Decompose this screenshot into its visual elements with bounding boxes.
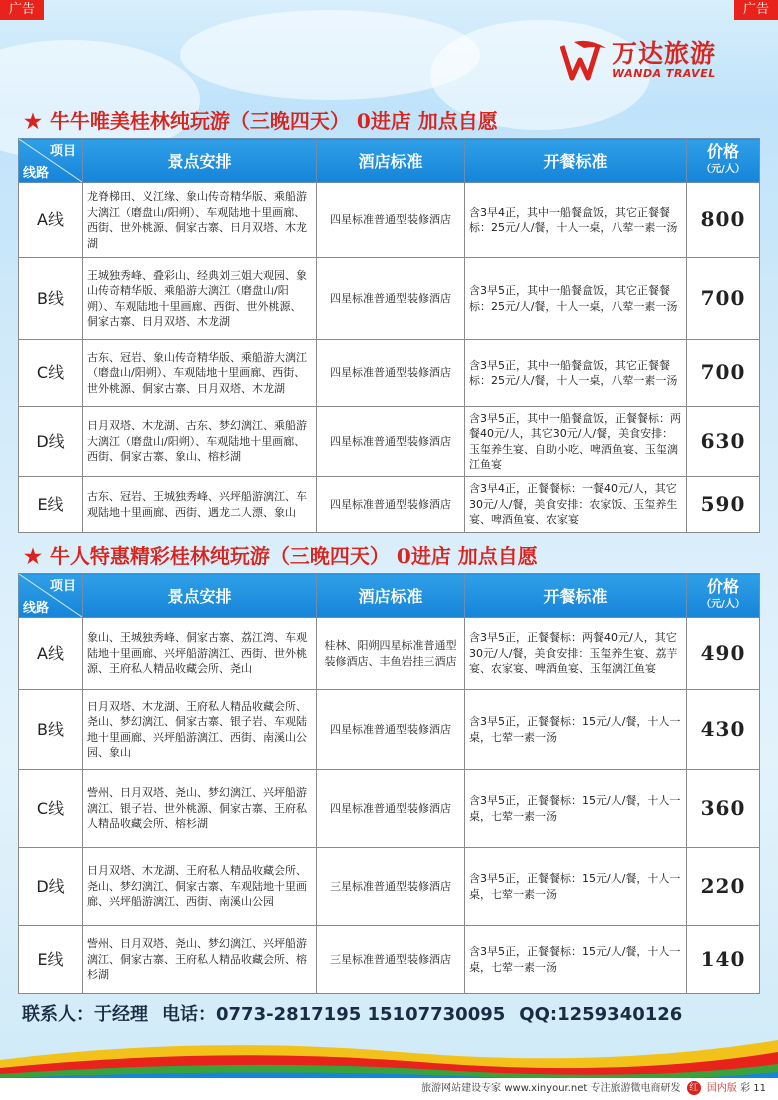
price-cell: 140 (687, 926, 760, 994)
sights-cell: 龙脊梯田、义江缘、象山传奇精华版、乘船游大漓江（磨盘山/阳朔）、车观陆地十里画廊、西街、世外桃源、侗家古寨、日月双塔、木龙湖 (83, 183, 317, 258)
sights-cell: 古东、冠岩、象山传奇精华版、乘船游大漓江（磨盘山/阳朔）、车观陆地十里画廊、西街、世外桃源、侗家古寨、日月双塔、木龙湖 (83, 340, 317, 407)
hotel-cell: 四星标准普通型装修酒店 (317, 340, 465, 407)
hotel-cell: 四星标准普通型装修酒店 (317, 477, 465, 533)
ad-label-left: 广告 (0, 0, 44, 20)
sights-cell: 古东、冠岩、王城独秀峰、兴坪船游漓江、车观陆地十里画廊、西街、遇龙二人漂、象山 (83, 477, 317, 533)
decorative-waves (0, 1030, 778, 1080)
wanda-travel-logo (560, 34, 760, 94)
hotel-cell: 三星标准普通型装修酒店 (317, 848, 465, 926)
logo-chinese-name: 万达旅游 (612, 39, 717, 68)
table-row (19, 340, 760, 407)
section2-price-table (18, 573, 760, 994)
price-header: 价格 （元/人） (687, 574, 760, 618)
hotel-cell: 四星标准普通型装修酒店 (317, 770, 465, 848)
hotel-cell: 四星标准普通型装修酒店 (317, 407, 465, 477)
contact-person: 联系人：于经理 (22, 1004, 148, 1025)
route-cell: C线 (19, 770, 83, 848)
price-cell: 490 (687, 618, 760, 690)
table-row (19, 477, 760, 533)
hotel-cell: 三星标准普通型装修酒店 (317, 926, 465, 994)
star-icon: ★ (24, 109, 42, 133)
meals-cell: 含3早5正，正餐餐标：两餐40元/人，其它30元/人/餐，美食安排：玉玺养生宴、荔芋宴、农家宴、啤酒鱼宴、玉玺漓江鱼宴 (465, 618, 687, 690)
meals-header: 开餐标准 (465, 139, 687, 183)
table-row (19, 770, 760, 848)
meals-cell: 含3早5正，正餐餐标：15元/人/餐，十人一桌，七荤一素一汤 (465, 770, 687, 848)
contact-qq: QQ:1259340126 (519, 1004, 683, 1025)
price-cell: 360 (687, 770, 760, 848)
meals-header: 开餐标准 (465, 574, 687, 618)
section1-price-table (18, 138, 760, 533)
price-cell: 430 (687, 690, 760, 770)
hotel-header: 酒店标准 (317, 574, 465, 618)
sights-cell: 日月双塔、木龙湖、古东、梦幻漓江、乘船游大漓江（磨盘山/阳朔）、车观陆地十里画廊、西街、侗家古寨、象山、榕杉湖 (83, 407, 317, 477)
price-cell: 220 (687, 848, 760, 926)
route-cell: E线 (19, 477, 83, 533)
route-cell: C线 (19, 340, 83, 407)
route-cell: A线 (19, 618, 83, 690)
table-row (19, 183, 760, 258)
table-row (19, 848, 760, 926)
sights-cell: 訾州、日月双塔、尧山、梦幻漓江、兴坪船游漓江、侗家古寨、王府私人精品收藏会所、榕杉湖 (83, 926, 317, 994)
price-cell: 800 (687, 183, 760, 258)
price-cell: 590 (687, 477, 760, 533)
route-cell: B线 (19, 258, 83, 340)
meals-cell: 含3早5正，其中一船餐盒饭，正餐餐标：两餐40元/人，其它30元/人/餐，美食安排：玉玺养生宴、自助小吃、啤酒鱼宴、玉玺漓江鱼宴 (465, 407, 687, 477)
meals-cell: 含3早4正，其中一船餐盒饭，其它正餐餐标：25元/人/餐，十人一桌，八荤一素一汤 (465, 183, 687, 258)
sights-cell: 訾州、日月双塔、尧山、梦幻漓江、兴坪船游漓江、银子岩、世外桃源、侗家古寨、王府私人精品收藏会所、榕杉湖 (83, 770, 317, 848)
sights-cell: 日月双塔、木龙湖、王府私人精品收藏会所、尧山、梦幻漓江、侗家古寨、车观陆地十里画廊、兴坪船游漓江、西街、南溪山公园 (83, 848, 317, 926)
price-cell: 700 (687, 340, 760, 407)
price-cell: 700 (687, 258, 760, 340)
route-cell: D线 (19, 848, 83, 926)
table-row (19, 407, 760, 477)
corner-header: 项目 线路 (19, 139, 83, 183)
edition-badge: 红 (687, 1081, 701, 1095)
route-cell: E线 (19, 926, 83, 994)
hotel-cell: 四星标准普通型装修酒店 (317, 690, 465, 770)
section1-title: ★ 牛牛唯美桂林纯玩游（三晚四天） 0进店 加点自愿 (24, 109, 498, 133)
table-row (19, 926, 760, 994)
page-number: 彩 11 (740, 1083, 766, 1094)
route-cell: B线 (19, 690, 83, 770)
edition-label: 国内版 (706, 1083, 737, 1094)
footer-text: 旅游网站建设专家 www.xinyour.net 专注旅游微电商研发 (421, 1083, 681, 1094)
table-row (19, 618, 760, 690)
logo-english-name: WANDA TRAVEL (612, 67, 716, 80)
sights-header: 景点安排 (83, 574, 317, 618)
meals-cell: 含3早5正，其中一船餐盒饭，其它正餐餐标：25元/人/餐，十人一桌，八荤一素一汤 (465, 258, 687, 340)
corner-header: 项目 线路 (19, 574, 83, 618)
contact-phone: 电话：0773-2817195 15107730095 (162, 1004, 506, 1025)
hotel-cell: 四星标准普通型装修酒店 (317, 258, 465, 340)
star-icon: ★ (24, 544, 42, 568)
meals-cell: 含3早4正，正餐餐标：一餐40元/人，其它30元/人/餐，美食安排：农家饭、玉玺养生宴、啤酒鱼宴、农家宴 (465, 477, 687, 533)
price-header: 价格 （元/人） (687, 139, 760, 183)
sights-cell: 王城独秀峰、叠彩山、经典刘三姐大观园、象山传奇精华版、乘船游大漓江（磨盘山/阳朔）、车观陆地十里画廊、西街、世外桃源、侗家古寨、日月双塔、木龙湖 (83, 258, 317, 340)
meals-cell: 含3早5正，正餐餐标：15元/人/餐，十人一桌，七荤一素一汤 (465, 926, 687, 994)
sights-header: 景点安排 (83, 139, 317, 183)
section2-title: ★ 牛人特惠精彩桂林纯玩游（三晚四天） 0进店 加点自愿 (24, 544, 538, 568)
hotel-header: 酒店标准 (317, 139, 465, 183)
meals-cell: 含3早5正，其中一船餐盒饭，其它正餐餐标：25元/人/餐，十人一桌，八荤一素一汤 (465, 340, 687, 407)
sights-cell: 日月双塔、木龙湖、王府私人精品收藏会所、尧山、梦幻漓江、侗家古寨、银子岩、车观陆地十里画廊、兴坪船游漓江、西街、南溪山公园、象山 (83, 690, 317, 770)
hotel-cell: 四星标准普通型装修酒店 (317, 183, 465, 258)
page-footer (0, 1078, 778, 1100)
route-cell: A线 (19, 183, 83, 258)
meals-cell: 含3早5正，正餐餐标：15元/人/餐，十人一桌，七荤一素一汤 (465, 848, 687, 926)
route-cell: D线 (19, 407, 83, 477)
ad-label-right: 广告 (734, 0, 778, 20)
sights-cell: 象山、王城独秀峰、侗家古寨、荔江湾、车观陆地十里画廊、兴坪船游漓江、西街、世外桃源、王府私人精品收藏会所、尧山 (83, 618, 317, 690)
contact-line (22, 1000, 767, 1026)
price-cell: 630 (687, 407, 760, 477)
meals-cell: 含3早5正，正餐餐标：15元/人/餐，十人一桌，七荤一素一汤 (465, 690, 687, 770)
table-row (19, 690, 760, 770)
wanda-logo-icon (560, 38, 610, 86)
hotel-cell: 桂林、阳朔四星标准普通型装修酒店、丰鱼岩挂三酒店 (317, 618, 465, 690)
table-row (19, 258, 760, 340)
